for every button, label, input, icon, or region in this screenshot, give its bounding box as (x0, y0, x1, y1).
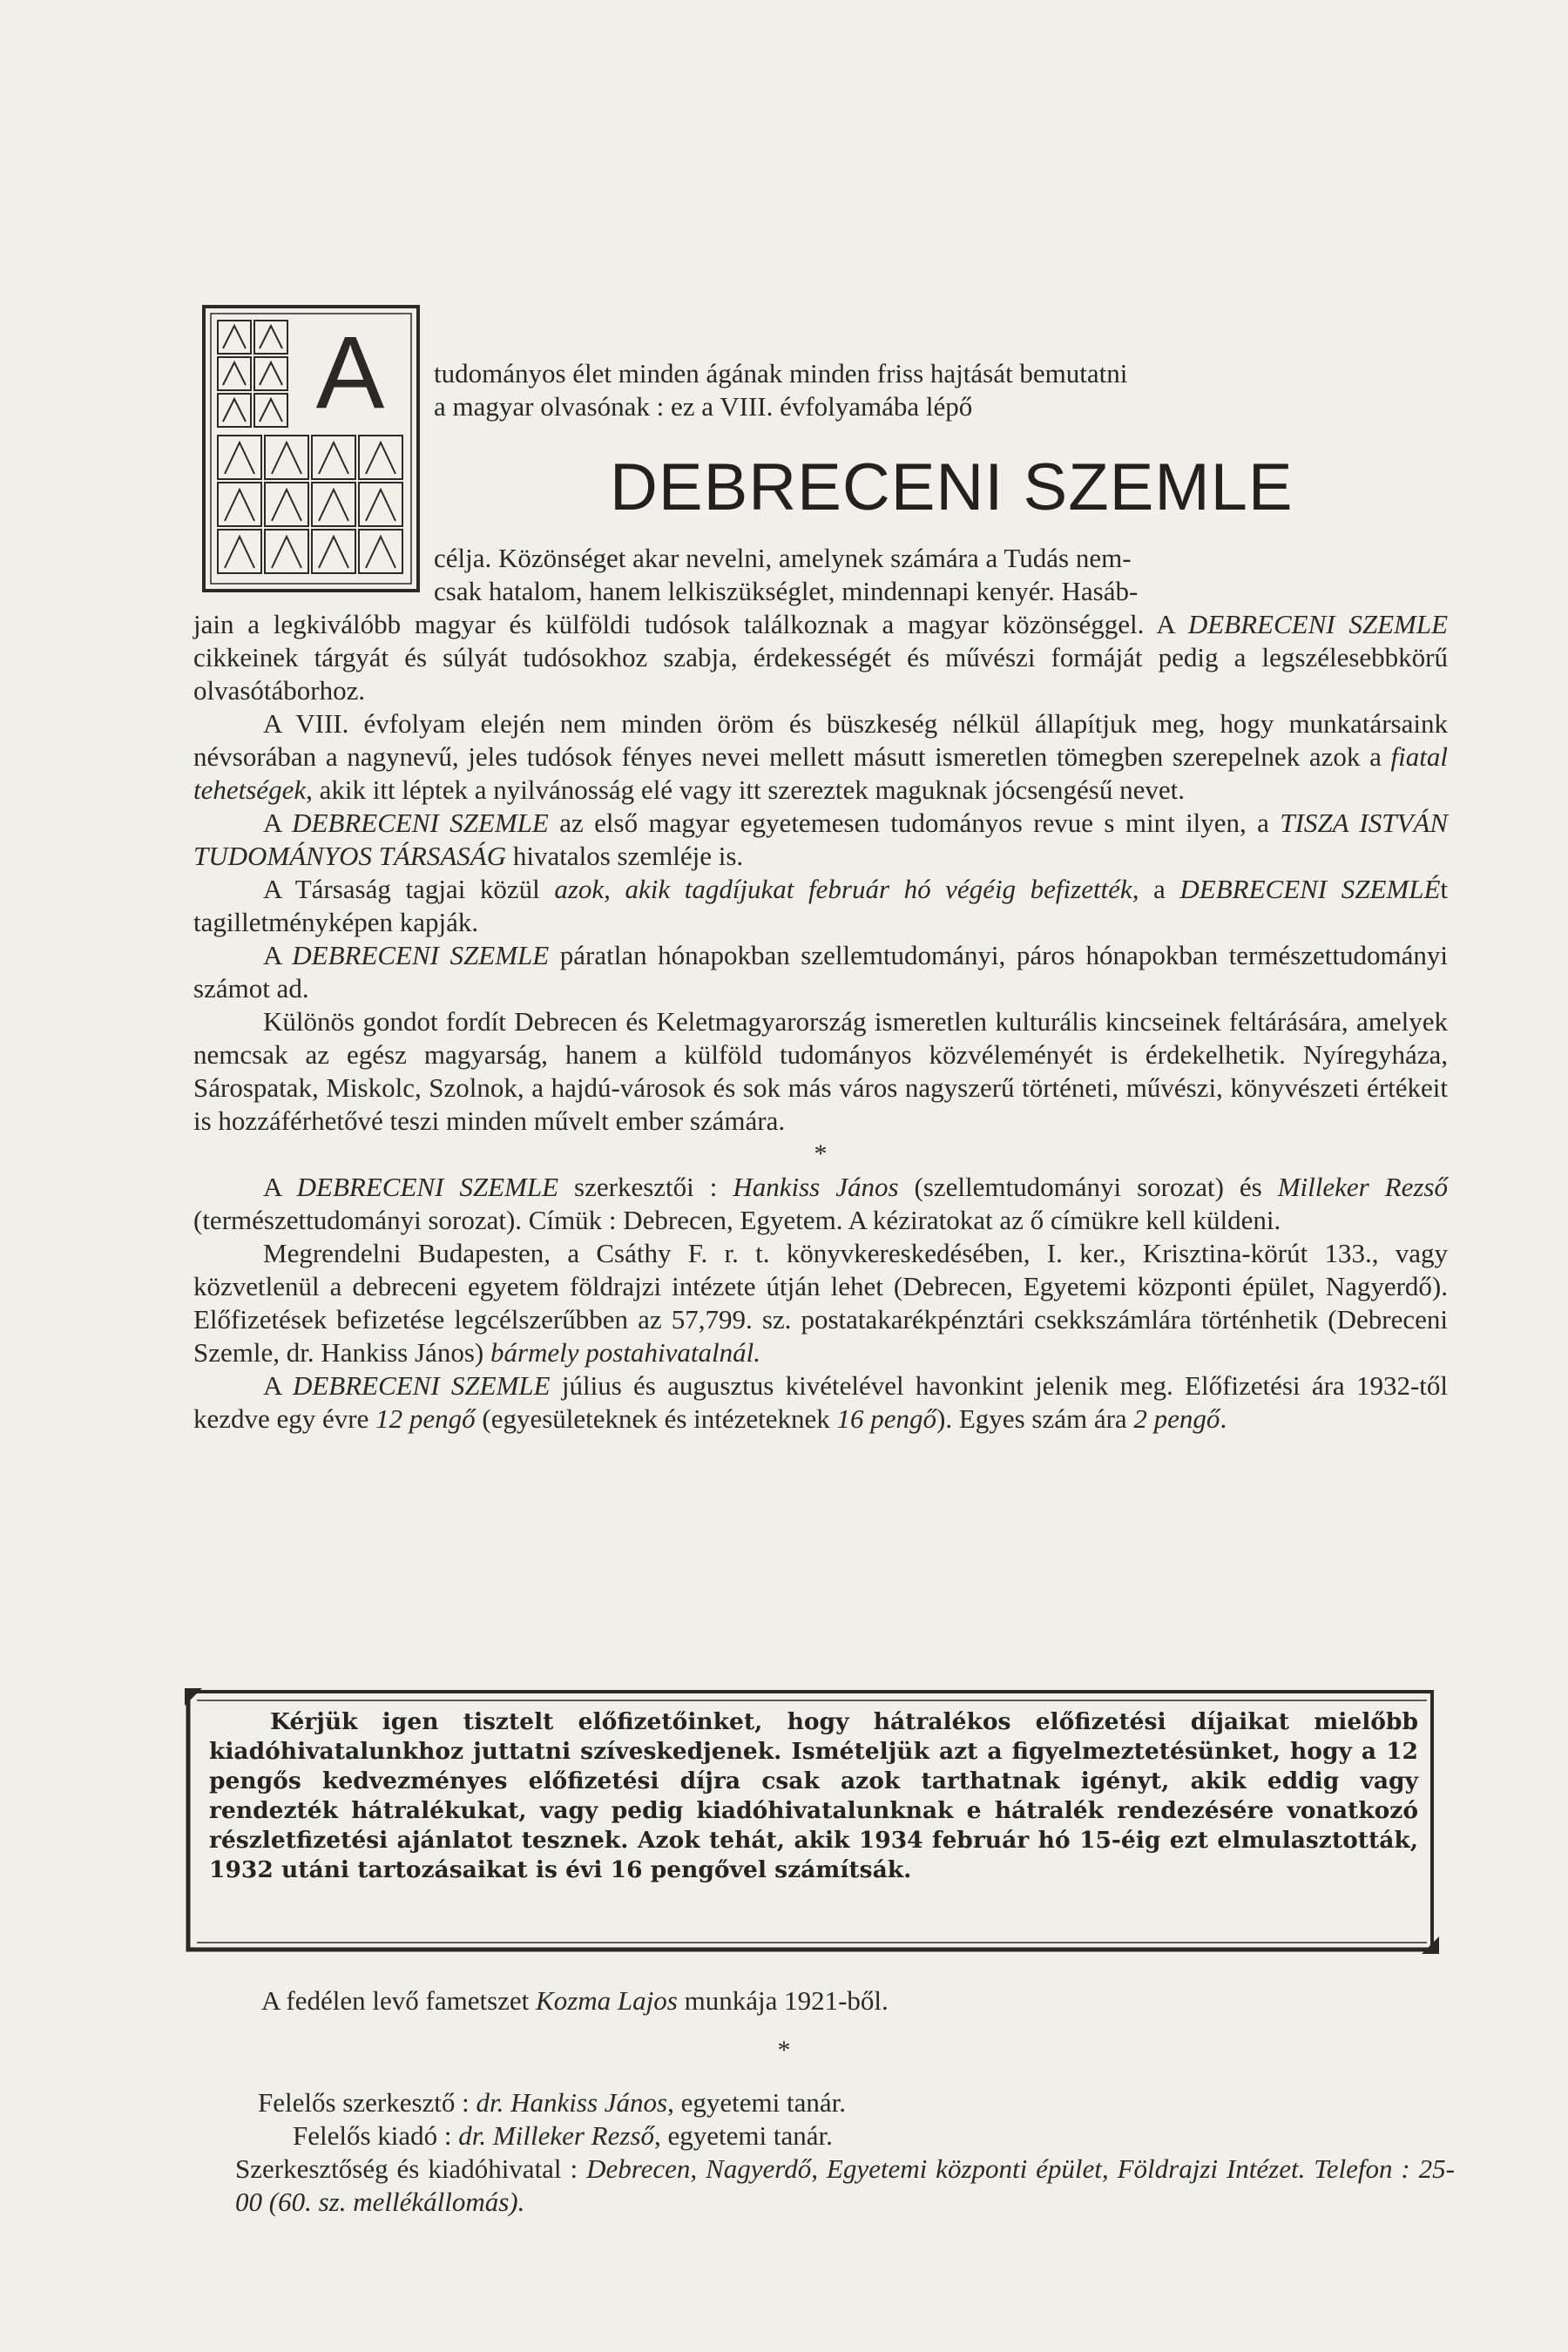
section-separator: * (814, 1139, 828, 1168)
journal-title: DEBRECENI SZEMLE (610, 450, 1294, 524)
intro-line-3: célja. Közönséget akar nevelni, amelynek számára a Tudás nem- (434, 543, 1132, 573)
ordering-paragraph: Megrendelni Budapesten, a Csáthy F. r. t. könyvkereskedésében, I. ker., Krisztina-körút 133., vagy közvetlenül a debreceni egyetem földrajzi intézete útján lehet (Debrecen, Egyetemi központi épület, Nagyerdő). Előfizetések befizetése legcélszerűbben az 57,799. sz. postatakarékpénztári csekkszámlára történhetik (Debreceni Szemle, dr. Hankiss János) bármely postahivatalnál. (193, 1238, 1448, 1368)
intro-continuation (434, 542, 1444, 608)
paragraph-3: A DEBRECENI SZEMLE az első magyar egyetemesen tudományos revue s mint ilyen, a TISZA ISTVÁN TUDOMÁNYOS TÁRSASÁG hivatalos szemléje is. (193, 808, 1449, 871)
editors-paragraph: A DEBRECENI SZEMLE szerkesztői : Hankiss János (szellemtudományi sorozat) és Milleker Rezső (természettudományi sorozat). Címük : Debrecen, Egyetem. A kéziratokat az ő címükre kell küldeni. (193, 1172, 1448, 1235)
paragraph-6: Különös gondot fordít Debrecen és Keletmagyarország ismeretlen kulturális kincseinek feltárására, amelyek nemcsak az egész magyarság, hanem a külföld tudományos közvéleményét is érdekelhetik. Nyíregyháza, Sárospatak, Miskolc, Szolnok, a hajdú-városok és sok más város nagyszerű történeti, művészi, könyvészeti értékeit is hozzáférhetővé teszi minden művelt ember számára. (193, 1006, 1448, 1136)
main-text (193, 608, 1448, 1436)
paragraph-4: A Társaság tagjai közül azok, akik tagdíjukat február hó végéig befizették, a DEBRECENI SZEMLÉt tagilletményképen kapják. (193, 874, 1449, 937)
paragraph-1: jain a legkiválóbb magyar és külföldi tudósok találkoznak a magyar közönséggel. A DEBRECENI SZEMLE cikkeinek tárgyát és súlyát tudósokhoz szabja, érdekességét és művészi formáját pedig a legszélesebbkörű olvasótáborhoz. (193, 609, 1449, 706)
decorative-initial (202, 305, 420, 592)
imprint-publisher: Felelős kiadó : dr. Milleker Rezső, egyetemi tanár. (293, 2120, 833, 2151)
initial-letter: A (315, 315, 385, 430)
pricing-paragraph: A DEBRECENI SZEMLE július és augusztus kivételével havonkint jelenik meg. Előfizetési ára 1932-től kezdve egy évre 12 pengő (egyesületeknek és intézeteknek 16 pengő). Egyes szám ára 2 pengő. (193, 1370, 1448, 1434)
imprint-office: Szerkesztőség és kiadóhivatal : Debrecen, Nagyerdő, Egyetemi központi épület, Földrajzi Intézet. Telefon : 25-00 (60. sz. mellékállomás). (235, 2153, 1455, 2217)
intro-line-4: csak hatalom, hanem lelkiszükséglet, mindennapi kenyér. Hasáb- (434, 576, 1139, 606)
imprint-editor: Felelős szerkesztő : dr. Hankiss János, egyetemi tanár. (258, 2087, 846, 2118)
subscription-notice-box (185, 1688, 1439, 1954)
imprint-separator: * (777, 2036, 791, 2065)
intro-line-1: tudományos élet minden ágának minden friss hajtását bemutatni (434, 358, 1128, 389)
paragraph-2: A VIII. évfolyam elején nem minden öröm és büszkeség nélkül állapítjuk meg, hogy munkatársaink névsorában a nagynevű, jeles tudósok fényes nevei mellett másutt ismeretlen tömegben szerepelnek azok a fiatal tehetségek, akik itt léptek a nyilvánosság elé vagy itt szereztek maguknak jócsengésű nevet. (193, 708, 1448, 805)
paragraph-5: A DEBRECENI SZEMLE páratlan hónapokban szellemtudományi, páros hónapokban természettudományi számot ad. (193, 940, 1448, 1004)
cover-credit: A fedélen levő fametszet Kozma Lajos munkája 1921-ből. (261, 1985, 889, 2016)
intro-line-2: a magyar olvasónak : ez a VIII. évfolyamába lépő (434, 391, 973, 422)
notice-text: Kérjük igen tisztelt előfizetőinket, hogy hátralékos előfizetési díjaikat mielőbb kiadóhivatalunkhoz juttatni szíveskedjenek. Ismételjük azt a figyelmeztetésünket, hogy a 12 pengős kedvezményes előfizetési díjra csak azok tarthatnak igényt, akik eddig vagy rendezték hátralékukat, vagy pedig kiadóhivatalunknak e hátralék rendezésére vonatkozó részletfizetési ajánlatot tesznek. Azok tehát, akik 1934 február hó 15-éig ezt elmulasztották, 1932 utáni tartozásaikat is évi 16 pengővel számítsák. (209, 1708, 1418, 1883)
intro-lines (434, 357, 1444, 423)
imprint (235, 2086, 1455, 2219)
